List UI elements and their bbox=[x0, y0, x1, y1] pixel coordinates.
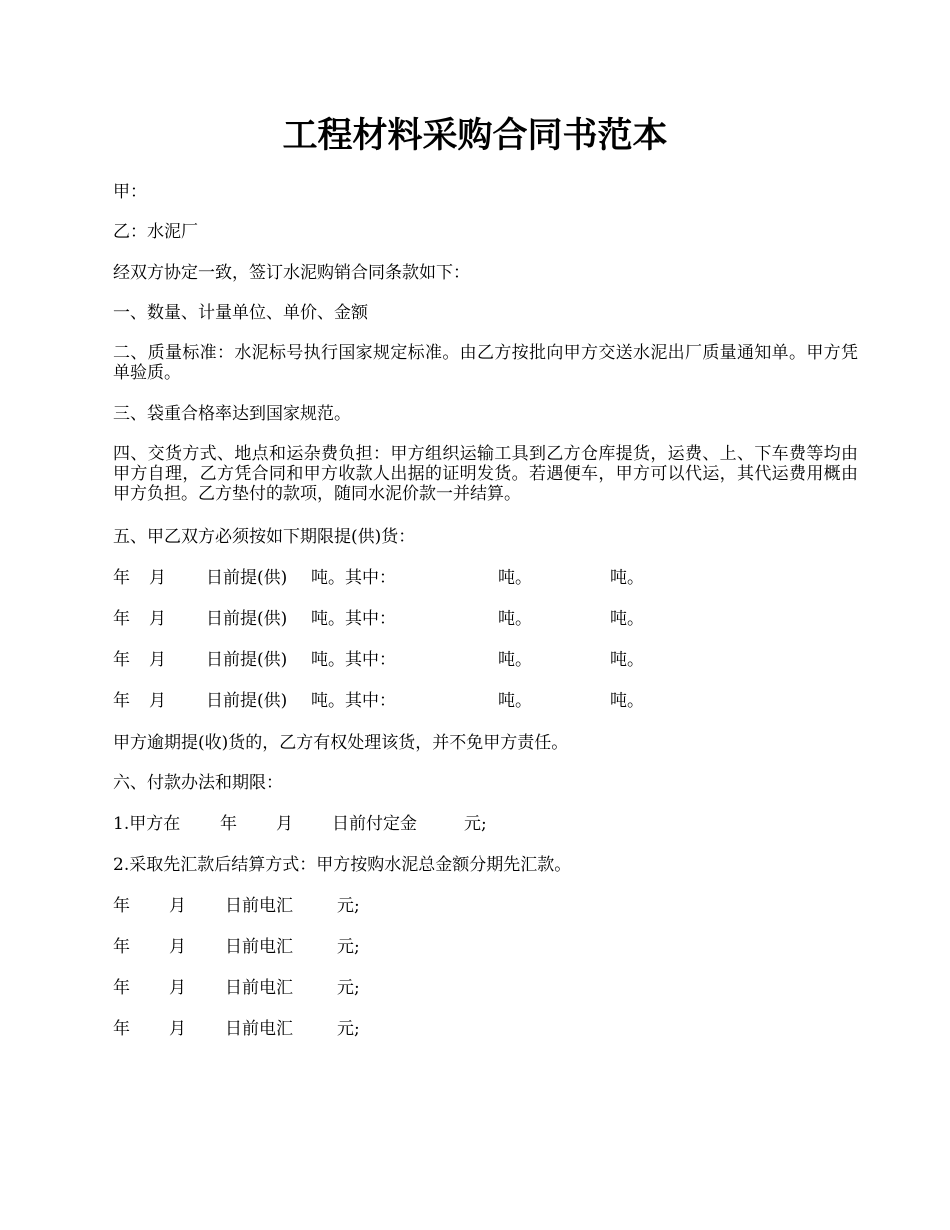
remit-text: 日前电汇 bbox=[225, 937, 293, 957]
delivery-ton1: 吨。 bbox=[498, 609, 532, 629]
delivery-ton-of: 吨。其中： bbox=[311, 650, 396, 670]
intro-line: 经双方协定一致，签订水泥购销合同条款如下： bbox=[113, 263, 470, 283]
remit-year: 年 bbox=[113, 937, 130, 957]
clause-6: 六、付款办法和期限： bbox=[113, 773, 283, 793]
delivery-ton1: 吨。 bbox=[498, 650, 532, 670]
remit-year: 年 bbox=[113, 1019, 130, 1039]
clause-3: 三、袋重合格率达到国家规范。 bbox=[113, 404, 351, 424]
delivery-ton-of: 吨。其中： bbox=[311, 691, 396, 711]
delivery-year: 年 bbox=[113, 691, 130, 711]
remit-text: 日前电汇 bbox=[225, 1019, 293, 1039]
remit-unit: 元; bbox=[337, 896, 360, 916]
delivery-year: 年 bbox=[113, 568, 130, 588]
delivery-month: 月 bbox=[149, 568, 166, 588]
remit-month: 月 bbox=[169, 937, 186, 957]
remit-unit: 元; bbox=[337, 978, 360, 998]
delivery-ton-of: 吨。其中： bbox=[311, 609, 396, 629]
remit-unit: 元; bbox=[337, 1019, 360, 1039]
delivery-ton2: 吨。 bbox=[610, 650, 644, 670]
remit-month: 月 bbox=[169, 896, 186, 916]
delivery-deliver: 日前提(供) bbox=[206, 691, 288, 711]
delivery-month: 月 bbox=[149, 609, 166, 629]
delivery-ton1: 吨。 bbox=[498, 568, 532, 588]
delivery-deliver: 日前提(供) bbox=[206, 650, 288, 670]
delivery-ton2: 吨。 bbox=[610, 691, 644, 711]
delivery-ton2: 吨。 bbox=[610, 609, 644, 629]
deposit-text: 日前付定金 bbox=[332, 814, 417, 834]
clause-2: 二、质量标准：水泥标号执行国家规定标准。由乙方按批向甲方交送水泥出厂质量通知单。甲方凭单验质。 bbox=[113, 343, 858, 383]
document-title: 工程材料采购合同书范本 bbox=[282, 115, 668, 156]
remit-month: 月 bbox=[169, 1019, 186, 1039]
overdue-line: 甲方逾期提(收)货的，乙方有权处理该货，并不免甲方责任。 bbox=[113, 733, 569, 753]
delivery-year: 年 bbox=[113, 650, 130, 670]
deposit-unit: 元; bbox=[464, 814, 487, 834]
party-a-line: 甲： bbox=[113, 182, 147, 202]
deposit-year: 年 bbox=[220, 814, 237, 834]
remit-text: 日前电汇 bbox=[225, 978, 293, 998]
remit-text: 日前电汇 bbox=[225, 896, 293, 916]
remit-year: 年 bbox=[113, 896, 130, 916]
clause-4: 四、交货方式、地点和运杂费负担：甲方组织运输工具到乙方仓库提货，运费、上、下车费等均由甲方自理，乙方凭合同和甲方收款人出据的证明发货。若遇便车，甲方可以代运，其代运费用概由甲方负担。乙方垫付的款项，随同水泥价款一并结算。 bbox=[113, 444, 858, 504]
delivery-ton-of: 吨。其中： bbox=[311, 568, 396, 588]
clause-5: 五、甲乙双方必须按如下期限提(供)货： bbox=[113, 527, 416, 547]
remit-month: 月 bbox=[169, 978, 186, 998]
remit-year: 年 bbox=[113, 978, 130, 998]
remit-unit: 元; bbox=[337, 937, 360, 957]
delivery-month: 月 bbox=[149, 691, 166, 711]
delivery-deliver: 日前提(供) bbox=[206, 609, 288, 629]
delivery-deliver: 日前提(供) bbox=[206, 568, 288, 588]
delivery-month: 月 bbox=[149, 650, 166, 670]
prepay-line: 2.采取先汇款后结算方式：甲方按购水泥总金额分期先汇款。 bbox=[113, 855, 572, 875]
clause-1: 一、数量、计量单位、单价、金额 bbox=[113, 303, 368, 323]
delivery-ton1: 吨。 bbox=[498, 691, 532, 711]
party-b-line: 乙：水泥厂 bbox=[113, 222, 198, 242]
delivery-year: 年 bbox=[113, 609, 130, 629]
delivery-ton2: 吨。 bbox=[610, 568, 644, 588]
deposit-month: 月 bbox=[276, 814, 293, 834]
deposit-prefix: 1.甲方在 bbox=[113, 814, 181, 834]
